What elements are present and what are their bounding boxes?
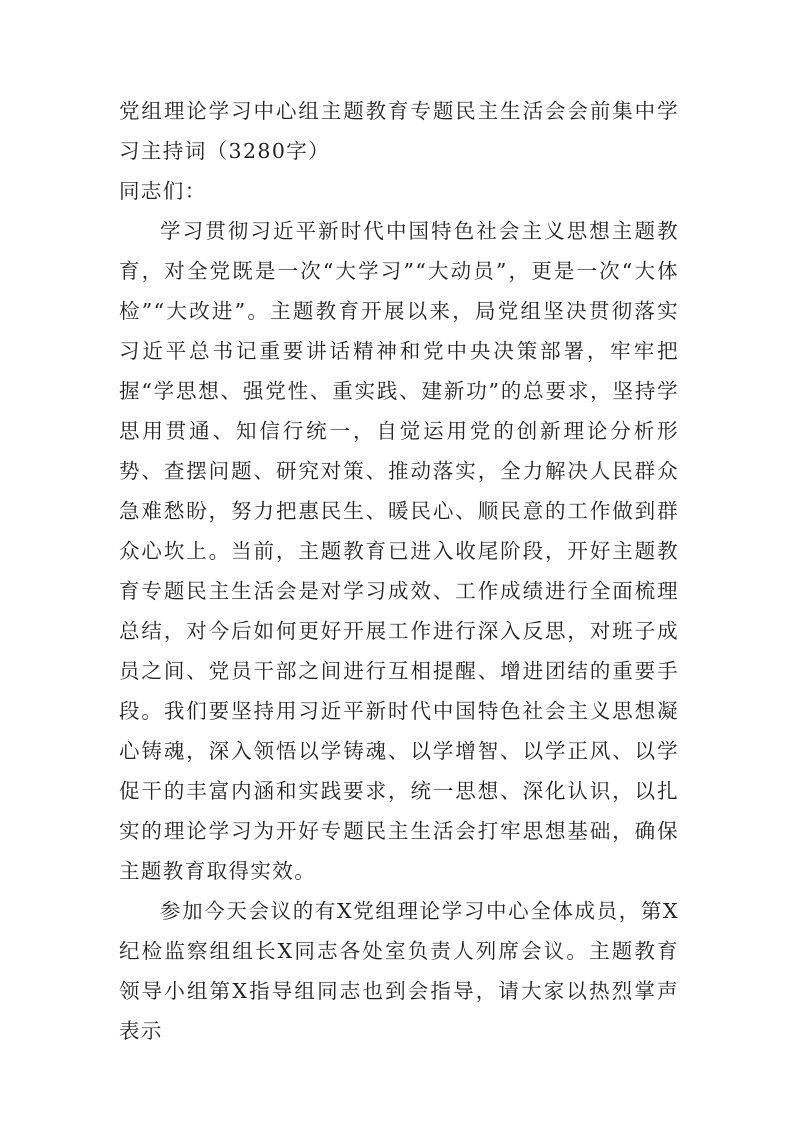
salutation: 同志们： [119,179,207,203]
document-body [119,91,679,1051]
paragraph: 学习贯彻习近平新时代中国特色社会主义思想主题教育，对全党既是一次“大学习”“大动员”，更是一次“大体检”“大改进”。主题教育开展以来，局党组坚决贯彻落实习近平总书记重要讲话精神和党中央决策部署，牢牢把握“学思想、强党性、重实践、建新功”的总要求，坚持学思用贯通、知信行统一，自觉运用党的创新理论分析形势、查摆问题、研究对策、推动落实，全力解决人民群众急难愁盼，努力把惠民生、暖民心、顺民意的工作做到群众心坎上。当前，主题教育已进入收尾阶段，开好主题教育专题民主生活会是对学习成效、工作成绩进行全面梳理总结，对今后如何更好开展工作进行深入反思，对班子成员之间、党员干部之间进行互相提醒、增进团结的重要手段。我们要坚持用习近平新时代中国特色社会主义思想凝心铸魂，深入领悟以学铸魂、以学增智、以学正风、以学促干的丰富内涵和实践要求，统一思想、深化认识，以扎实的理论学习为开好专题民主生活会打牢思想基础，确保主题教育取得实效。 [119,219,679,883]
document-title: 党组理论学习中心组主题教育专题民主生活会会前集中学习主持词（3280字） [119,99,679,163]
paragraph: 参加今天会议的有X党组理论学习中心全体成员，第X纪检监察组组长X同志各处室负责人列席会议。主题教育领导小组第X指导组同志也到会指导，请大家以热烈掌声表示 [119,899,679,1043]
